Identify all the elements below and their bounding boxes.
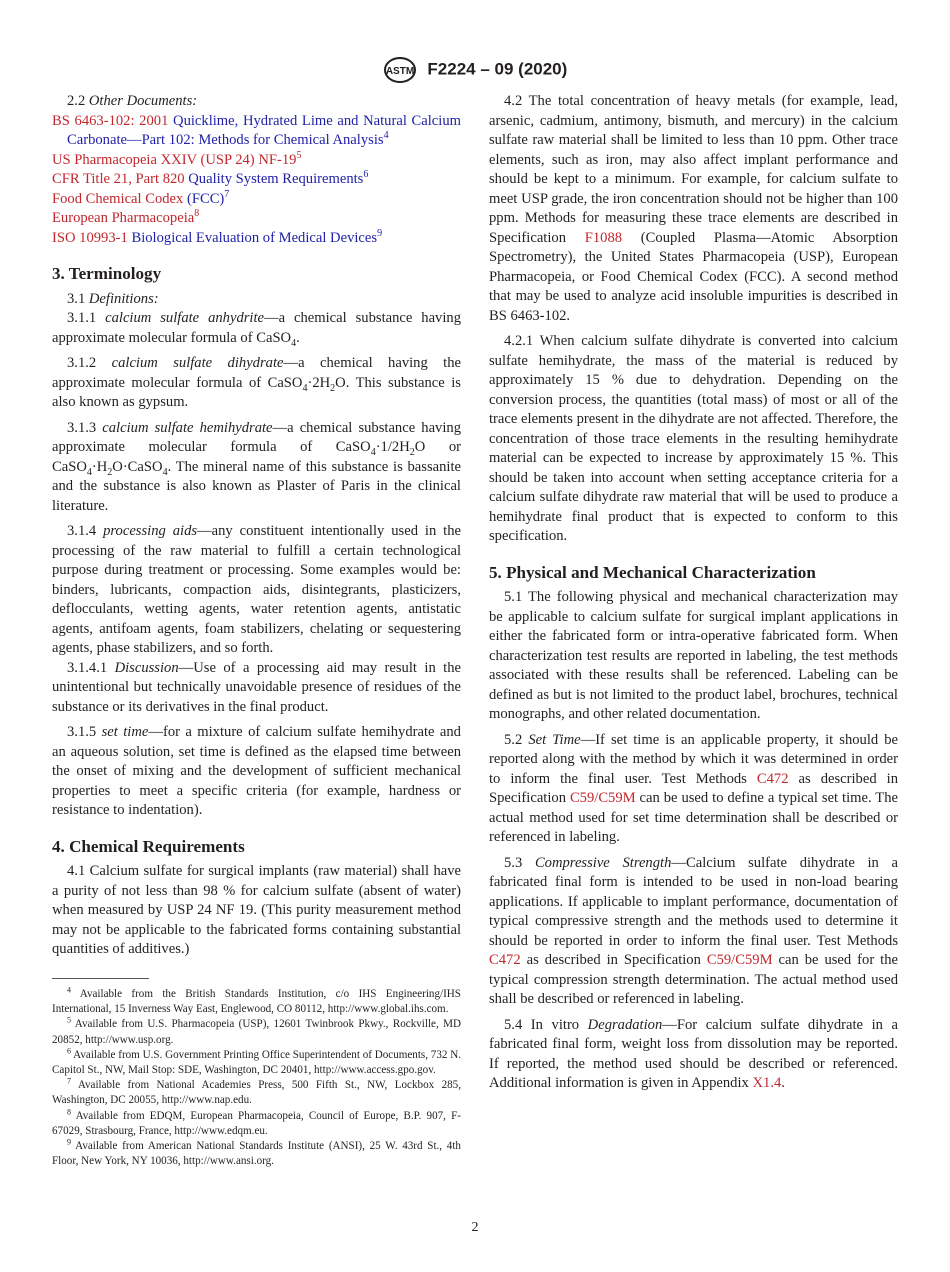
footnote-text: Available from U.S. Government Printing Office Superintendent of Documents, 732 N. Capitol St., NW, Mail Stop: SDE, Washington, DC 20401, http://www.access.gpo.gov.: [52, 1048, 461, 1077]
text: —If set time is an applicable property, it should be reported along with the method by which it was determined in order to inform the final user. Test Methods: [489, 731, 899, 787]
text: 2.2: [67, 93, 89, 109]
paragraph: [52, 354, 461, 413]
subscript: 2: [409, 446, 415, 458]
footnote: [52, 1048, 461, 1078]
page-number: 2: [471, 1220, 479, 1235]
text: .: [781, 1075, 785, 1091]
text: as described in Specification: [489, 770, 898, 806]
text: —any constituent intentionally used in the processing of the raw material to fulfill a certain technological purpose during treatment or processing. Some examples would be: binders, lubricants, compaction aids, disintegrants, plasticizers, deflocculants, wetting agents, water retention agents, antistatic agents, antifoam agents, foam stabilizers, chelating or sequestering agents, phase stabilizers, and so forth.: [52, 523, 461, 656]
reference-item: [52, 112, 461, 151]
paragraph: [52, 659, 461, 718]
text: 5.2: [504, 731, 529, 748]
paragraph: [52, 309, 461, 348]
reference-item: [52, 229, 461, 249]
text: —Use of a processing aid may result in the unintentional but technically unavoidable presence of residues of the substance or its derivatives in the final product.: [52, 659, 462, 715]
paragraph: [52, 290, 461, 310]
footnote-ref[interactable]: 8: [194, 208, 200, 220]
title-link[interactable]: (FCC): [186, 190, 225, 207]
document-link[interactable]: C59/C59M: [569, 790, 636, 806]
reference-item: [52, 151, 461, 171]
astm-logo-icon: [383, 57, 417, 83]
italic-term: Other Documents:: [88, 93, 198, 109]
text: O·CaSO: [112, 458, 163, 475]
text: 3.1.4: [67, 523, 104, 539]
document-link[interactable]: X1.4: [752, 1075, 782, 1091]
text: as described in Specification: [520, 952, 707, 968]
footnote-ref[interactable]: 5: [296, 149, 302, 161]
text: 3.1.1: [67, 310, 106, 326]
subscript: 2: [330, 382, 336, 394]
footnote-ref[interactable]: 9: [377, 227, 383, 239]
italic-term: calcium sulfate dihydrate: [111, 355, 284, 371]
footnote: [52, 1017, 461, 1047]
section-heading: [489, 563, 898, 583]
document-link[interactable]: F1088: [584, 229, 623, 246]
title-link[interactable]: Quality System Requirements: [188, 171, 364, 187]
footnote: [52, 1106, 461, 1139]
title-link[interactable]: Quicklime, Hydrated Lime and Natural Calcium Carbonate—Part 102: Methods for Chemical Analysis: [67, 112, 461, 148]
text: . The mineral name of this substance is bassanite and the substance is also known as Plaster of Paris in the clinical literature.: [52, 458, 461, 514]
text: 4.1 Calcium sulfate for surgical implants (raw material) shall have a purity of not less than 98 % for calcium sulfate (absent of water) when measured by USP 24 NF 19. (This purity measurement method may not be applicable to the fabricated forms containing substantial quantities of additives.): [52, 863, 461, 957]
paragraph: [489, 731, 898, 848]
italic-term: Compressive Strength: [534, 854, 672, 871]
text: —a chemical substance having approximate molecular formula of CaSO: [52, 310, 462, 346]
left-column: [52, 92, 461, 966]
document-link[interactable]: US Pharmacopeia XXIV (USP 24) NF-19: [52, 151, 297, 168]
document-link[interactable]: CFR Title 21, Part 820: [52, 171, 189, 187]
document-link[interactable]: European Pharmacopeia: [52, 210, 195, 226]
paragraph: [489, 588, 898, 725]
italic-term: set time: [101, 724, 149, 740]
section-heading: [52, 264, 461, 284]
text: (Coupled Plasma—Atomic Absorption Spectrometry), the United States Pharmacopeia (USP), European Pharmacopeia, or Food Chemical Codex (FCC). A second method that may be used to analyze acid insoluble impurities is described in BS 6463-102.: [489, 229, 898, 324]
footnote: [52, 1139, 461, 1169]
text: 4.2 The total concentration of heavy metals (for example, lead, arsenic, cadmium, antimony, bismuth, and mercury) in the calcium sulfate raw material shall be limited to less than 10 ppm. Other trace elements, such as iron, may also affect implant performance and should be kept to a minimum. For example, for calcium sulfate to meet USP grade, the iron concentration should not be higher than 100 ppm. Methods for measuring these trace elements are described in Specification: [489, 93, 898, 246]
footnote-divider: [52, 978, 149, 979]
document-link[interactable]: C472: [756, 770, 789, 787]
footnote-number: 6: [67, 1046, 71, 1056]
footnote: [52, 987, 461, 1017]
text: can be used for the typical compression strength determination. The actual method used shall be described or referenced in labeling.: [489, 952, 898, 1007]
footnote-ref[interactable]: 6: [363, 169, 369, 181]
document-title: F2224 – 09 (2020): [427, 59, 568, 79]
subscript: 4: [302, 382, 308, 394]
footnote-number: 4: [67, 985, 71, 995]
subscript: 4: [162, 466, 168, 478]
subscript: 2: [107, 466, 113, 478]
footnote-text: Available from EDQM, European Pharmacopeia, Council of Europe, B.P. 907, F-67029, Strasbourg, France, http://www.edqm.eu.: [52, 1109, 461, 1137]
paragraph: [489, 332, 898, 547]
page-header: [0, 57, 950, 83]
right-column: [489, 92, 898, 1100]
text: 3.1.5: [67, 724, 102, 740]
document-link[interactable]: Food Chemical Codex: [52, 190, 187, 207]
italic-term: Set Time: [528, 731, 581, 748]
footnotes: [52, 987, 461, 1169]
section-heading: [52, 837, 461, 857]
text: .: [296, 329, 300, 346]
paragraph: [52, 862, 461, 960]
paragraph: [489, 1016, 898, 1094]
text: 4. Chemical Requirements: [52, 836, 245, 856]
italic-term: calcium sulfate hemihydrate: [102, 419, 273, 436]
paragraph: [52, 723, 461, 821]
paragraph: [52, 419, 461, 517]
document-link[interactable]: ISO 10993-1: [52, 229, 132, 246]
text: can be used to define a typical set time. The actual method used for set time determination shall be described or referenced in labeling.: [489, 790, 898, 845]
italic-term: calcium sulfate anhydrite: [105, 310, 265, 326]
text: O. This substance is also known as gypsum.: [52, 374, 461, 410]
subscript: 4: [291, 337, 297, 349]
text: 5.4 In vitro: [504, 1016, 588, 1033]
paragraph: [489, 92, 898, 326]
text: —a chemical substance having approximate molecular formula of CaSO: [52, 419, 461, 455]
text: 5. Physical and Mechanical Characterization: [489, 562, 816, 582]
paragraph: [52, 522, 461, 659]
italic-term: Discussion: [114, 659, 179, 676]
text: 3. Terminology: [52, 264, 162, 283]
text: ·H: [91, 458, 108, 475]
reference-item: [52, 170, 461, 190]
footnote-text: Available from U.S. Pharmacopeia (USP), 12601 Twinbrook Pkwy., Rockville, MD 20852, http://www.usp.org.: [52, 1018, 461, 1046]
text: —For calcium sulfate dihydrate in a fabricated final form, weight loss from dissolution may be reported. If reported, the method used should be described or referenced. Additional information is given in Appendix: [489, 1016, 898, 1091]
paragraph: [489, 854, 898, 1010]
subscript: 4: [370, 446, 376, 458]
paragraph: [52, 92, 461, 112]
footnote-number: 5: [67, 1015, 71, 1025]
text: 5.1 The following physical and mechanical characterization may be applicable to calcium sulfate for surgical implant applications in either the fabricated form or intra-operative fabricated form. When characterization test results are reported in labeling, the test methods associated with these results shall be referenced. Labeling can be defined as but is not limited to the product label, brochures, technical monographs, and other related documentation.: [489, 589, 898, 722]
document-link[interactable]: BS 6463-102: 2001: [52, 112, 174, 129]
title-link[interactable]: Biological Evaluation of Medical Devices: [131, 229, 378, 246]
italic-term: Degradation: [587, 1016, 663, 1033]
subscript: 4: [86, 466, 92, 478]
svg-text:ASTM: ASTM: [385, 66, 414, 77]
document-link[interactable]: C59/C59M: [706, 952, 773, 968]
italic-term: Definitions:: [88, 290, 159, 307]
text: 3.1.2: [67, 355, 112, 371]
text: 5.3: [504, 854, 535, 871]
text: 3.1.3: [67, 419, 103, 436]
document-link[interactable]: C472: [489, 952, 521, 968]
italic-term: processing aids: [103, 523, 198, 539]
text: —a chemical having the approximate molecular formula of CaSO: [52, 355, 462, 391]
reference-item: [52, 209, 461, 229]
footnote-text: Available from National Academies Press, 500 Fifth St., NW, Lockbox 285, Washington, DC 20055, http://www.nap.edu.: [52, 1079, 461, 1107]
footnote-text: Available from American National Standards Institute (ANSI), 25 W. 43rd St., 4th Floor, New York, NY 10036, http://www.ansi.org.: [52, 1140, 461, 1168]
text: 4.2.1 When calcium sulfate dihydrate is converted into calcium sulfate hemihydrate, the mass of the material is reduced by approximately 15 % due to dehydration. Depending on the conversion process, the quantities (total mass) of most or all of the trace elements present in the dihydrate are not affected. Therefore, the concentration of those trace elements in the resulting hemihydrate material can be expected to increase by approximately 15 %. This should be taken into account when setting acceptance criteria for a calcium sulfate dihydrate raw material that will be used to produce a hemihydrate final product that is expected to conform to this specification.: [489, 333, 898, 544]
footnote-text: Available from the British Standards Institution, c/o IHS Engineering/IHS International, 15 Inverness Way East, Englewood, CO 80112, http://www.global.ihs.com.: [52, 988, 461, 1016]
footnote-number: 9: [67, 1137, 71, 1147]
text: —for a mixture of calcium sulfate hemihydrate and an aqueous solution, set time is defined as the elapsed time between the onset of mixing and the development of sufficient mechanical properties to meet a specific criteria (for example, hardness or resistance to indentation).: [52, 724, 461, 818]
text: —Calcium sulfate dihydrate in a fabricated final form is intended to be used in non-load bearing applications. If applicable to implant performance, documentation of typical compressive strength and the methods used to determine it should be reported in order to inform the final user. Test Methods: [489, 854, 899, 949]
footnote-ref[interactable]: 7: [224, 188, 230, 200]
footnote: [52, 1078, 461, 1108]
text: 3.1.4.1: [67, 659, 115, 676]
text: 3.1: [67, 290, 89, 307]
reference-item: [52, 190, 461, 210]
footnote-ref[interactable]: 4: [383, 130, 389, 142]
text: ·2H: [307, 374, 331, 391]
text: ·1/2H: [375, 439, 410, 455]
footnote-number: 8: [67, 1106, 71, 1116]
footnote-number: 7: [67, 1076, 71, 1086]
text: O or CaSO: [52, 439, 461, 475]
